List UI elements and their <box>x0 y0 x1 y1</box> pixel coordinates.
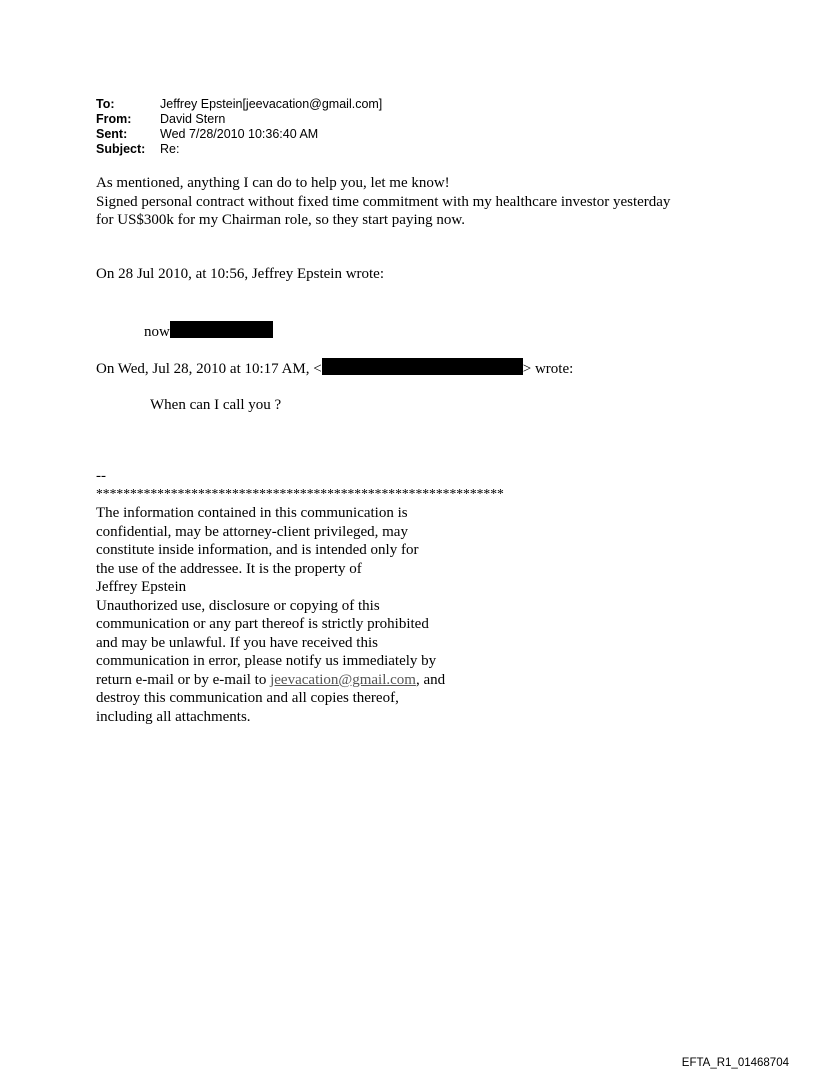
from-row <box>96 112 382 127</box>
quote2-suffix: > wrote: <box>522 361 574 377</box>
disclaimer-line: The information contained in this communication is <box>96 505 408 521</box>
disclaimer-line: communication in error, please notify us immediately by <box>96 653 437 669</box>
disclaimer-line: constitute inside information, and is intended only for <box>96 542 419 558</box>
disclaimer-line: Unauthorized use, disclosure or copying of this <box>96 597 380 614</box>
from-label: From: <box>96 112 132 126</box>
disclaimer-return-line <box>96 671 445 690</box>
disclaimer-line: Jeffrey Epstein <box>96 579 187 595</box>
disclaimer-line: communication or any part thereof is strictly prohibited <box>96 616 429 632</box>
signature-dashes: -- <box>96 468 106 484</box>
quote-line <box>144 321 273 342</box>
body-line-2: Signed personal contract without fixed time commitment with my healthcare investor yesterday <box>96 193 671 210</box>
email-link[interactable]: jeevacation@gmail.com <box>270 671 416 688</box>
to-label: To: <box>96 97 115 111</box>
quote-header: On 28 Jul 2010, at 10:56, Jeffrey Epstein wrote: <box>96 266 385 282</box>
quote2-prefix: On Wed, Jul 28, 2010 at 10:17 AM, < <box>96 361 322 377</box>
disclaimer-line: including all attachments. <box>96 708 251 725</box>
disclaimer-line: and may be unlawful. If you have received this <box>96 634 378 651</box>
document-id: EFTA_R1_01468704 <box>681 1057 789 1069</box>
redaction-box <box>322 358 523 375</box>
body-line-1: As mentioned, anything I can do to help you, let me know! <box>96 175 450 191</box>
subject-row <box>96 142 382 157</box>
disclaimer-line: confidential, may be attorney-client privileged, may <box>96 523 408 540</box>
to-row <box>96 97 382 112</box>
disclaimer-line: the use of the addressee. It is the property of <box>96 560 362 577</box>
message-body <box>96 174 670 230</box>
quote-text: now <box>144 324 170 340</box>
stars-separator: ************************************************************ <box>96 486 504 501</box>
quote2-header <box>96 358 573 379</box>
to-value: Jeffrey Epstein[jeevacation@gmail.com] <box>160 97 383 111</box>
return-prefix: return e-mail or by e-mail to <box>96 671 271 688</box>
sent-label: Sent: <box>96 127 128 141</box>
from-value: David Stern <box>160 112 226 126</box>
sent-row <box>96 127 382 142</box>
body-line-3: for US$300k for my Chairman role, so they start paying now. <box>96 212 465 228</box>
subject-label: Subject: <box>96 142 146 156</box>
subject-value: Re: <box>160 142 180 156</box>
return-suffix: , and <box>415 671 446 688</box>
quote2-text: When can I call you ? <box>150 397 282 413</box>
sent-value: Wed 7/28/2010 10:36:40 AM <box>160 127 319 141</box>
redaction-box <box>170 321 273 338</box>
email-header <box>96 97 382 157</box>
disclaimer <box>96 504 445 726</box>
disclaimer-line: destroy this communication and all copies thereof, <box>96 690 399 706</box>
